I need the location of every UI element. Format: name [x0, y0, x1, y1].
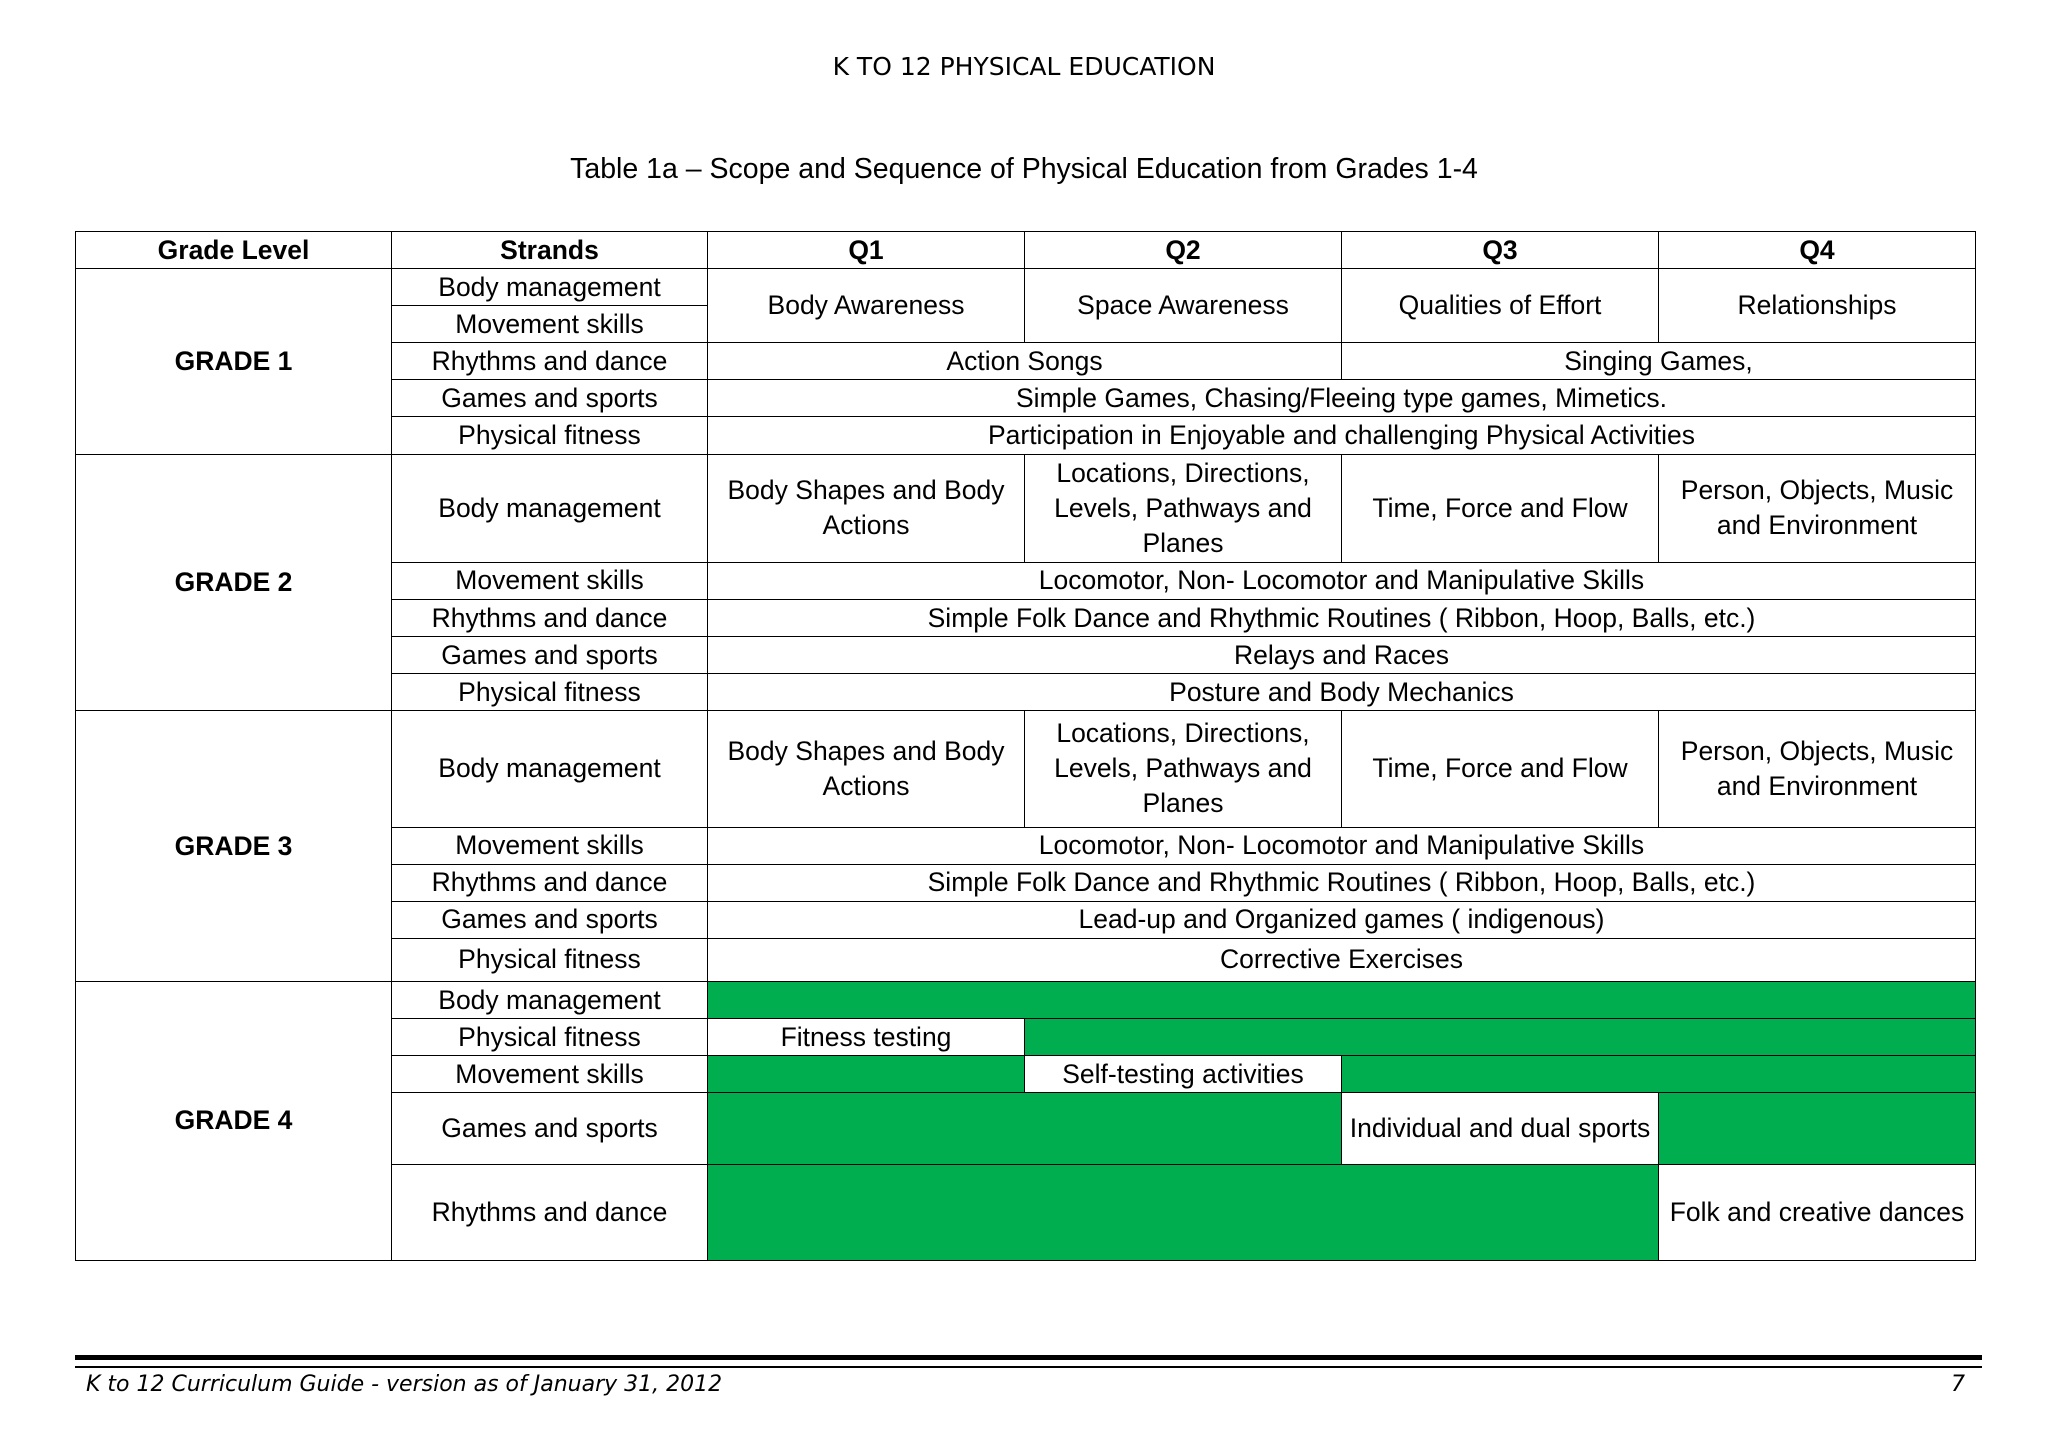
strand-cell: Games and sports [392, 637, 708, 674]
green-fill-cell [1659, 1093, 1976, 1165]
cell: Body Shapes and Body Actions [708, 711, 1025, 827]
strand-cell: Rhythms and dance [392, 1165, 708, 1261]
cell: Locomotor, Non- Locomotor and Manipulative Skills [708, 827, 1976, 864]
strand-cell: Body management [392, 454, 708, 562]
cell: Folk and creative dances [1659, 1165, 1976, 1261]
cell: Self-testing activities [1025, 1056, 1342, 1093]
cell: Action Songs [708, 343, 1342, 380]
table-row [76, 454, 1976, 562]
green-fill-cell [1342, 1056, 1976, 1093]
strand-cell: Movement skills [392, 562, 708, 599]
strand-cell: Physical fitness [392, 938, 708, 981]
strand-cell: Body management [392, 269, 708, 306]
strand-cell: Games and sports [392, 901, 708, 938]
header-row [76, 232, 1976, 269]
cell: Relationships [1659, 269, 1976, 343]
strand-cell: Body management [392, 711, 708, 827]
cell: Body Shapes and Body Actions [708, 454, 1025, 562]
grade-3-label: GRADE 3 [76, 711, 392, 982]
cell: Time, Force and Flow [1342, 711, 1659, 827]
cell: Simple Folk Dance and Rhythmic Routines ( Ribbon, Hoop, Balls, etc.) [708, 864, 1976, 901]
strand-cell: Rhythms and dance [392, 599, 708, 636]
table-row [76, 711, 1976, 827]
col-header-q4: Q4 [1659, 232, 1976, 269]
cell: Corrective Exercises [708, 938, 1976, 981]
green-fill-cell [708, 1056, 1025, 1093]
table-row [76, 981, 1976, 1018]
col-header-grade-level: Grade Level [76, 232, 392, 269]
cell: Singing Games, [1342, 343, 1976, 380]
cell: Locations, Directions, Levels, Pathways and Planes [1025, 454, 1342, 562]
green-fill-cell [1025, 1019, 1976, 1056]
strand-cell: Physical fitness [392, 674, 708, 711]
cell: Time, Force and Flow [1342, 454, 1659, 562]
cell: Qualities of Effort [1342, 269, 1659, 343]
strand-cell: Rhythms and dance [392, 864, 708, 901]
cell: Person, Objects, Music and Environment [1659, 711, 1976, 827]
grade-4-label: GRADE 4 [76, 981, 392, 1260]
cell: Fitness testing [708, 1019, 1025, 1056]
green-fill-cell [708, 981, 1976, 1018]
green-fill-cell [708, 1165, 1659, 1261]
grade-1-label: GRADE 1 [76, 269, 392, 454]
footer-version-text: K to 12 Curriculum Guide - version as of January 31, 2012 [86, 1372, 723, 1397]
cell: Person, Objects, Music and Environment [1659, 454, 1976, 562]
strand-cell: Rhythms and dance [392, 343, 708, 380]
cell: Participation in Enjoyable and challenging Physical Activities [708, 417, 1976, 454]
green-fill-cell [708, 1093, 1342, 1165]
cell: Space Awareness [1025, 269, 1342, 343]
cell: Locomotor, Non- Locomotor and Manipulative Skills [708, 562, 1976, 599]
strand-cell: Games and sports [392, 1093, 708, 1165]
col-header-q2: Q2 [1025, 232, 1342, 269]
cell: Body Awareness [708, 269, 1025, 343]
grade-2-label: GRADE 2 [76, 454, 392, 711]
strand-cell: Movement skills [392, 306, 708, 343]
footer-rule [75, 1355, 1982, 1368]
strand-cell: Physical fitness [392, 417, 708, 454]
page-number: 7 [1951, 1372, 1965, 1397]
cell: Simple Games, Chasing/Fleeing type games, Mimetics. [708, 380, 1976, 417]
scope-sequence-table [75, 231, 1976, 1261]
cell: Lead-up and Organized games ( indigenous) [708, 901, 1976, 938]
running-header: K TO 12 PHYSICAL EDUCATION [832, 52, 1216, 81]
table-row [76, 269, 1976, 306]
col-header-strands: Strands [392, 232, 708, 269]
cell: Locations, Directions, Levels, Pathways and Planes [1025, 711, 1342, 827]
strand-cell: Games and sports [392, 380, 708, 417]
strand-cell: Movement skills [392, 1056, 708, 1093]
col-header-q1: Q1 [708, 232, 1025, 269]
strand-cell: Physical fitness [392, 1019, 708, 1056]
cell: Posture and Body Mechanics [708, 674, 1976, 711]
cell: Relays and Races [708, 637, 1976, 674]
col-header-q3: Q3 [1342, 232, 1659, 269]
table-caption: Table 1a – Scope and Sequence of Physical Education from Grades 1-4 [570, 153, 1478, 185]
cell: Simple Folk Dance and Rhythmic Routines ( Ribbon, Hoop, Balls, etc.) [708, 599, 1976, 636]
cell: Individual and dual sports [1342, 1093, 1659, 1165]
strand-cell: Body management [392, 981, 708, 1018]
strand-cell: Movement skills [392, 827, 708, 864]
